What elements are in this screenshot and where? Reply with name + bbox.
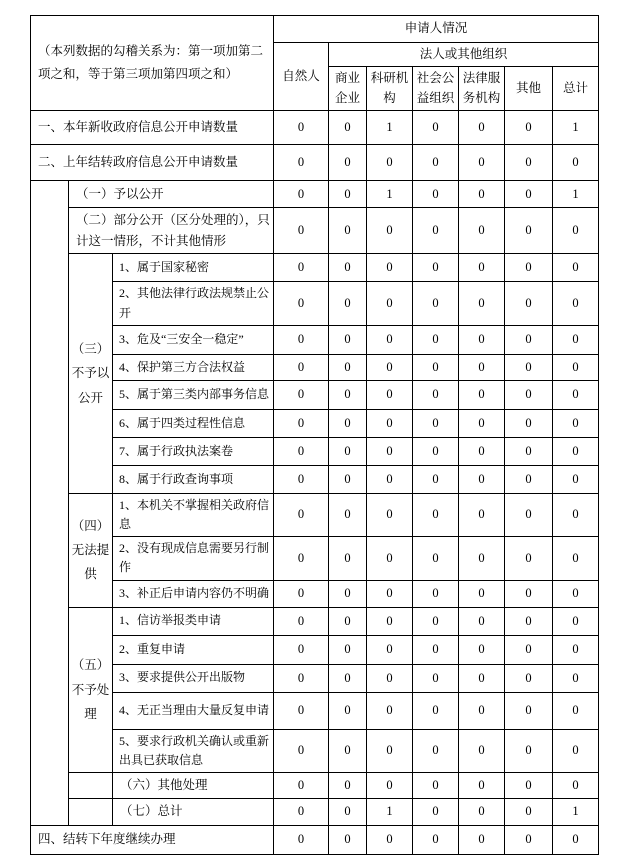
value-cell: 0 — [413, 208, 459, 254]
value-cell: 0 — [553, 282, 599, 325]
value-cell: 0 — [329, 437, 367, 465]
value-cell: 1 — [367, 798, 413, 825]
value-cell: 0 — [274, 465, 329, 493]
value-cell: 0 — [329, 580, 367, 607]
value-cell: 0 — [329, 208, 367, 254]
value-cell: 0 — [413, 465, 459, 493]
value-cell: 0 — [505, 208, 553, 254]
value-cell: 0 — [329, 664, 367, 692]
header-col-total: 总计 — [553, 67, 599, 111]
value-cell: 0 — [329, 145, 367, 181]
value-cell: 0 — [329, 354, 367, 380]
value-cell: 0 — [367, 635, 413, 664]
value-cell: 0 — [329, 798, 367, 825]
header-natural-person: 自然人 — [274, 43, 329, 111]
value-cell: 0 — [367, 664, 413, 692]
value-cell: 0 — [505, 537, 553, 580]
value-cell: 0 — [413, 354, 459, 380]
value-cell: 0 — [459, 580, 505, 607]
row-label-subtotal: （七）总计 — [113, 798, 274, 825]
value-cell: 0 — [505, 664, 553, 692]
value-cell: 0 — [459, 607, 505, 635]
corner-note: （本列数据的勾稽关系为：第一项加第二项之和，等于第三项加第四项之和） — [31, 16, 274, 111]
value-cell: 0 — [505, 437, 553, 465]
value-cell: 0 — [505, 607, 553, 635]
row-label-other-laws-prohibit: 2、其他法律行政法规禁止公开 — [113, 282, 274, 325]
value-cell: 0 — [413, 111, 459, 145]
value-cell: 0 — [413, 635, 459, 664]
row-label-carried-over-requests: 二、上年结转政府信息公开申请数量 — [31, 145, 274, 181]
value-cell: 0 — [274, 181, 329, 208]
row-label-unjustified-mass-requests: 4、无正当理由大量反复申请 — [113, 692, 274, 729]
value-cell: 0 — [367, 825, 413, 854]
header-applicant-situation: 申请人情况 — [274, 16, 599, 43]
value-cell: 0 — [274, 798, 329, 825]
header-col-other: 其他 — [505, 67, 553, 111]
value-cell: 0 — [459, 325, 505, 354]
row-label-enforcement-files: 7、属于行政执法案卷 — [113, 437, 274, 465]
value-cell: 0 — [553, 254, 599, 282]
value-cell: 0 — [459, 635, 505, 664]
value-cell: 0 — [459, 111, 505, 145]
row-label-carry-to-next-year: 四、结转下年度继续办理 — [31, 825, 274, 854]
value-cell: 0 — [274, 493, 329, 536]
value-cell: 0 — [505, 493, 553, 536]
section-label-refuse-disclosure: （三）不予以公开 — [69, 254, 113, 493]
value-cell: 0 — [413, 409, 459, 437]
value-cell: 0 — [459, 380, 505, 409]
value-cell: 0 — [329, 729, 367, 772]
value-cell: 0 — [505, 825, 553, 854]
value-cell: 0 — [274, 825, 329, 854]
value-cell: 0 — [274, 409, 329, 437]
value-cell: 0 — [553, 635, 599, 664]
value-cell: 0 — [413, 729, 459, 772]
empty-cell — [69, 772, 113, 798]
row-label-state-secret: 1、属于国家秘密 — [113, 254, 274, 282]
header-col-legal-service-org: 法律服务机构 — [459, 67, 505, 111]
header-col-research-institution: 科研机构 — [367, 67, 413, 111]
value-cell: 0 — [367, 254, 413, 282]
value-cell: 0 — [505, 692, 553, 729]
value-cell: 0 — [274, 537, 329, 580]
row-label-process-info: 6、属于四类过程性信息 — [113, 409, 274, 437]
value-cell: 0 — [459, 493, 505, 536]
value-cell: 0 — [413, 692, 459, 729]
value-cell: 0 — [329, 493, 367, 536]
value-cell: 0 — [413, 772, 459, 798]
row-label-internal-affairs-info: 5、属于第三类内部事务信息 — [113, 380, 274, 409]
value-cell: 0 — [505, 580, 553, 607]
value-cell: 0 — [459, 664, 505, 692]
row-label-endanger-safety-stability: 3、危及“三安全一稳定” — [113, 325, 274, 354]
value-cell: 0 — [553, 607, 599, 635]
row-label-not-held-by-agency: 1、本机关不掌握相关政府信息 — [113, 493, 274, 536]
value-cell: 0 — [274, 282, 329, 325]
value-cell: 0 — [367, 537, 413, 580]
value-cell: 1 — [553, 111, 599, 145]
row-label-public-publications: 3、要求提供公开出版物 — [113, 664, 274, 692]
value-cell: 0 — [367, 607, 413, 635]
value-cell: 0 — [274, 111, 329, 145]
value-cell: 0 — [274, 325, 329, 354]
value-cell: 0 — [329, 282, 367, 325]
value-cell: 0 — [553, 354, 599, 380]
value-cell: 1 — [553, 181, 599, 208]
disclosure-requests-table — [30, 15, 599, 855]
value-cell: 0 — [367, 493, 413, 536]
value-cell: 0 — [413, 437, 459, 465]
value-cell: 0 — [553, 325, 599, 354]
value-cell: 0 — [505, 465, 553, 493]
value-cell: 0 — [459, 772, 505, 798]
value-cell: 0 — [553, 537, 599, 580]
row-label-administrative-query: 8、属于行政查询事项 — [113, 465, 274, 493]
row-label-granted-disclosure: （一）予以公开 — [69, 181, 274, 208]
value-cell: 0 — [367, 580, 413, 607]
value-cell: 0 — [413, 537, 459, 580]
value-cell: 0 — [329, 111, 367, 145]
value-cell: 0 — [274, 580, 329, 607]
value-cell: 0 — [413, 181, 459, 208]
value-cell: 0 — [329, 254, 367, 282]
value-cell: 0 — [459, 282, 505, 325]
value-cell: 0 — [274, 380, 329, 409]
value-cell: 0 — [459, 437, 505, 465]
value-cell: 0 — [274, 607, 329, 635]
row-label-partial-disclosure: （二）部分公开（区分处理的），只计这一情形，不计其他情形 — [69, 208, 274, 254]
value-cell: 0 — [274, 354, 329, 380]
value-cell: 0 — [274, 692, 329, 729]
header-col-public-welfare-org: 社会公益组织 — [413, 67, 459, 111]
value-cell: 0 — [274, 208, 329, 254]
value-cell: 0 — [329, 325, 367, 354]
value-cell: 0 — [553, 493, 599, 536]
value-cell: 0 — [274, 437, 329, 465]
value-cell: 0 — [505, 380, 553, 409]
value-cell: 0 — [413, 493, 459, 536]
value-cell: 0 — [413, 325, 459, 354]
value-cell: 0 — [505, 354, 553, 380]
row-label-protect-third-party: 4、保护第三方合法权益 — [113, 354, 274, 380]
value-cell: 0 — [505, 635, 553, 664]
row-label-no-existing-info: 2、没有现成信息需要另行制作 — [113, 537, 274, 580]
value-cell: 0 — [553, 692, 599, 729]
value-cell: 0 — [505, 282, 553, 325]
value-cell: 0 — [505, 181, 553, 208]
value-cell: 0 — [459, 729, 505, 772]
row-label-still-unclear-after-correction: 3、补正后申请内容仍不明确 — [113, 580, 274, 607]
value-cell: 0 — [413, 825, 459, 854]
value-cell: 0 — [553, 145, 599, 181]
value-cell: 0 — [459, 798, 505, 825]
value-cell: 0 — [505, 325, 553, 354]
value-cell: 0 — [367, 208, 413, 254]
header-col-commercial-enterprise: 商业企业 — [329, 67, 367, 111]
value-cell: 0 — [553, 380, 599, 409]
value-cell: 0 — [459, 254, 505, 282]
value-cell: 0 — [367, 380, 413, 409]
row-label-confirm-or-reissue-info: 5、要求行政机关确认或重新出具已获取信息 — [113, 729, 274, 772]
value-cell: 0 — [367, 145, 413, 181]
row-label-new-requests: 一、本年新收政府信息公开申请数量 — [31, 111, 274, 145]
value-cell: 0 — [505, 111, 553, 145]
value-cell: 0 — [459, 692, 505, 729]
value-cell: 0 — [505, 729, 553, 772]
value-cell: 0 — [329, 635, 367, 664]
value-cell: 1 — [367, 111, 413, 145]
value-cell: 0 — [553, 208, 599, 254]
value-cell: 0 — [274, 145, 329, 181]
value-cell: 0 — [329, 772, 367, 798]
value-cell: 0 — [367, 282, 413, 325]
value-cell: 0 — [367, 729, 413, 772]
value-cell: 0 — [274, 729, 329, 772]
value-cell: 0 — [367, 325, 413, 354]
value-cell: 0 — [367, 409, 413, 437]
value-cell: 0 — [553, 772, 599, 798]
value-cell: 0 — [553, 465, 599, 493]
row-label-petition-complaint: 1、信访举报类申请 — [113, 607, 274, 635]
value-cell: 0 — [329, 607, 367, 635]
value-cell: 0 — [459, 465, 505, 493]
value-cell: 0 — [553, 825, 599, 854]
row-label-repeated-request: 2、重复申请 — [113, 635, 274, 664]
value-cell: 0 — [553, 409, 599, 437]
value-cell: 0 — [505, 772, 553, 798]
row-label-other-handling: （六）其他处理 — [113, 772, 274, 798]
value-cell: 0 — [413, 580, 459, 607]
value-cell: 1 — [553, 798, 599, 825]
value-cell: 0 — [367, 772, 413, 798]
value-cell: 0 — [459, 354, 505, 380]
header-legal-or-other-org: 法人或其他组织 — [329, 43, 599, 67]
value-cell: 0 — [329, 825, 367, 854]
value-cell: 0 — [413, 798, 459, 825]
value-cell: 0 — [329, 181, 367, 208]
value-cell: 0 — [274, 254, 329, 282]
value-cell: 0 — [367, 354, 413, 380]
value-cell: 0 — [505, 145, 553, 181]
value-cell: 0 — [505, 409, 553, 437]
value-cell: 0 — [459, 181, 505, 208]
value-cell: 0 — [367, 437, 413, 465]
value-cell: 0 — [329, 692, 367, 729]
value-cell: 0 — [329, 465, 367, 493]
value-cell: 0 — [413, 380, 459, 409]
value-cell: 0 — [553, 437, 599, 465]
section-label-unable-to-provide: （四）无法提供 — [69, 493, 113, 607]
value-cell: 0 — [329, 380, 367, 409]
value-cell: 0 — [329, 409, 367, 437]
value-cell: 0 — [459, 825, 505, 854]
value-cell: 0 — [459, 537, 505, 580]
value-cell: 0 — [553, 664, 599, 692]
value-cell: 0 — [274, 635, 329, 664]
spanner-empty-cell — [31, 181, 69, 825]
value-cell: 0 — [459, 208, 505, 254]
value-cell: 0 — [413, 254, 459, 282]
value-cell: 0 — [553, 580, 599, 607]
value-cell: 0 — [274, 664, 329, 692]
value-cell: 0 — [459, 145, 505, 181]
value-cell: 0 — [413, 607, 459, 635]
value-cell: 0 — [413, 664, 459, 692]
value-cell: 0 — [413, 145, 459, 181]
value-cell: 0 — [329, 537, 367, 580]
value-cell: 0 — [459, 409, 505, 437]
value-cell: 0 — [367, 692, 413, 729]
empty-cell — [69, 798, 113, 825]
value-cell: 0 — [367, 465, 413, 493]
value-cell: 0 — [413, 282, 459, 325]
value-cell: 0 — [553, 729, 599, 772]
value-cell: 0 — [505, 254, 553, 282]
value-cell: 0 — [505, 798, 553, 825]
value-cell: 0 — [274, 772, 329, 798]
value-cell: 1 — [367, 181, 413, 208]
section-label-refuse-to-process: （五）不予处理 — [69, 607, 113, 772]
